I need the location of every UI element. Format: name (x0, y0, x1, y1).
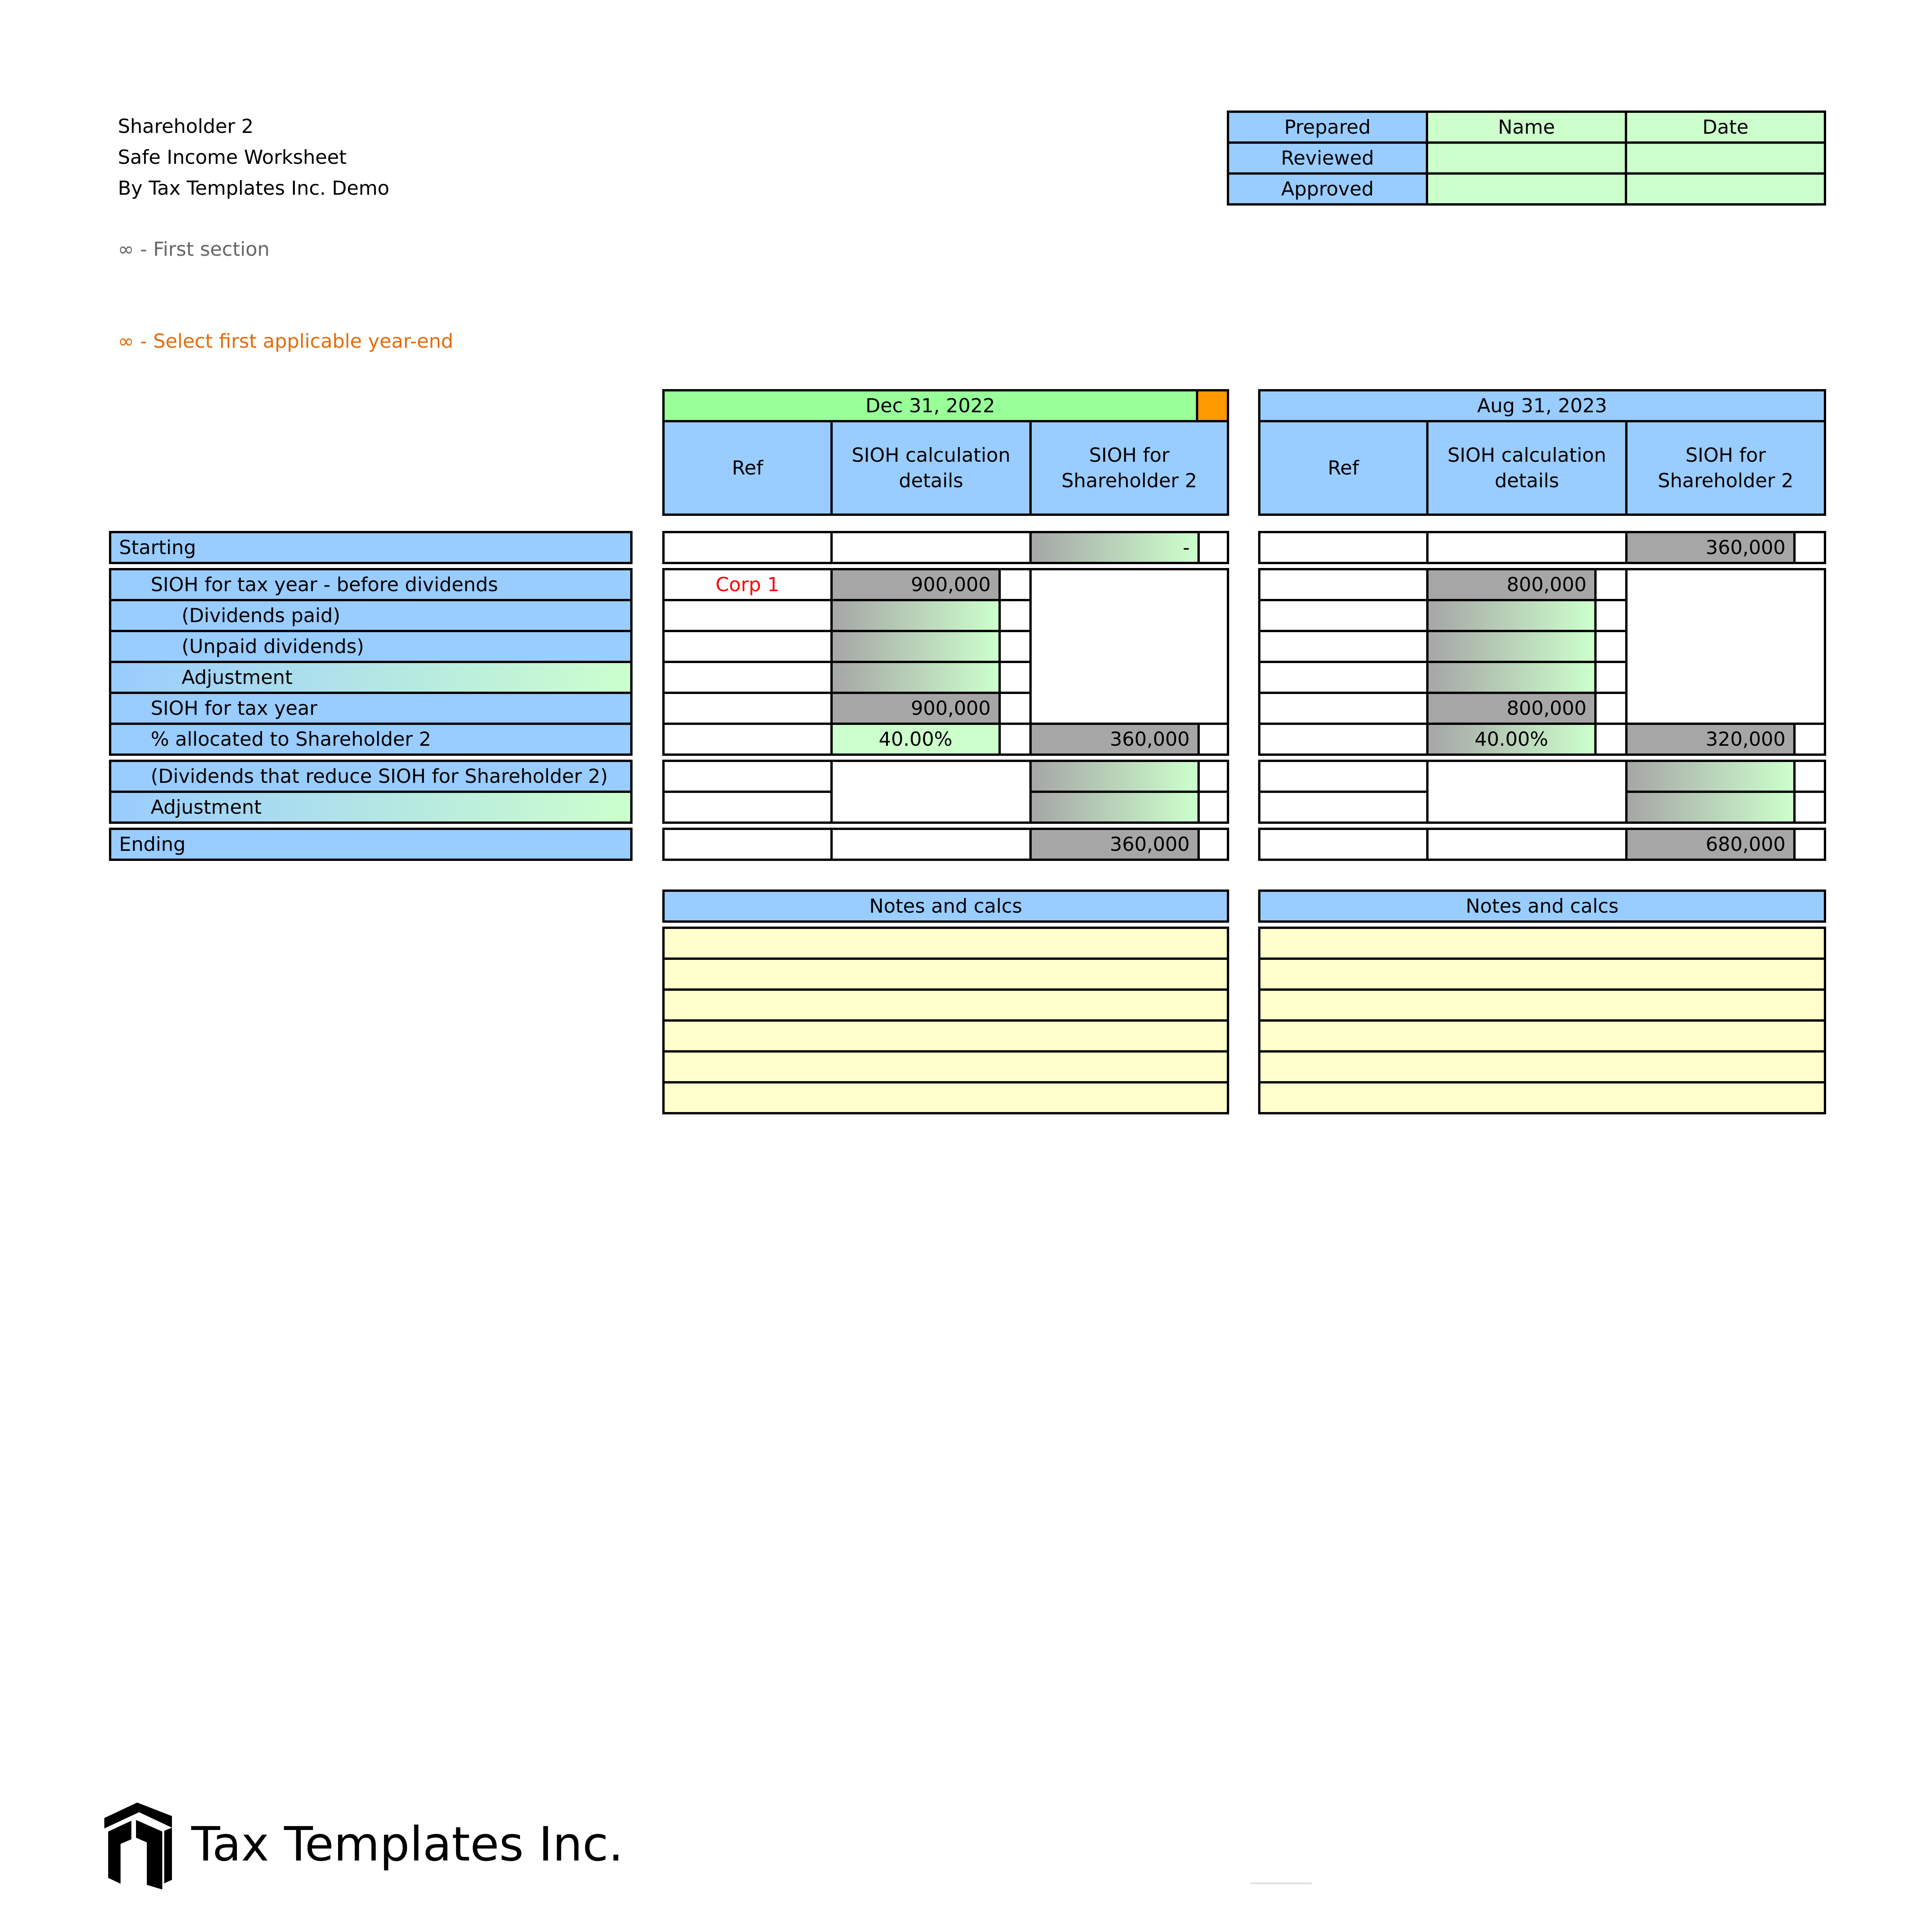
period-1-starting-value: - (1029, 531, 1200, 564)
period-2-adjustment-2-flag (1793, 791, 1826, 824)
period-2-starting-ref (1258, 531, 1429, 564)
doc-title-shareholder: Shareholder 2 (118, 115, 254, 138)
period-2-ref-adjustment-2[interactable] (1258, 791, 1429, 824)
period-2-ref-unpaid[interactable] (1258, 630, 1429, 663)
period-1-ending-calc (830, 828, 1032, 861)
approved-label: Approved (1227, 172, 1428, 206)
period-1-unpaid-div-flag (998, 630, 1032, 663)
period-1-starting-ref (662, 531, 833, 564)
period-2-ending-value: 680,000 (1625, 828, 1796, 861)
reviewed-date-input[interactable] (1625, 141, 1826, 175)
period-2-sioh-header: SIOH for Shareholder 2 (1625, 420, 1826, 516)
period-2-unpaid-div[interactable] (1426, 630, 1597, 663)
page-divider (1250, 1883, 1312, 1884)
period-2-adjustment-2[interactable] (1625, 791, 1796, 824)
period-2-ref-div-reduce[interactable] (1258, 760, 1429, 793)
period-2-note-line[interactable] (1258, 988, 1826, 1022)
period-1-starting-flag (1197, 531, 1229, 564)
period-1-sioh-year-flag (998, 692, 1032, 725)
period-1-ref-pct[interactable] (662, 723, 833, 756)
period-2-ending-ref (1258, 828, 1429, 861)
period-2-sioh-blank (1625, 568, 1826, 725)
period-2-starting-calc (1426, 531, 1628, 564)
period-1-ref-sioh-year[interactable] (662, 692, 833, 725)
approved-date-input[interactable] (1625, 172, 1826, 206)
period-1-allocated: 360,000 (1029, 723, 1200, 756)
period-1-div-reduce[interactable] (1029, 760, 1200, 793)
doc-title-worksheet: Safe Income Worksheet (118, 146, 347, 168)
period-1-ending-flag (1197, 828, 1229, 861)
period-1-note-line[interactable] (662, 988, 1229, 1022)
period-2-ref-pct[interactable] (1258, 723, 1429, 756)
row-label-unpaid-dividends: (Unpaid dividends) (109, 630, 633, 663)
period-1-ref-adjustment[interactable] (662, 661, 833, 694)
period-2-allocated-flag (1793, 723, 1826, 756)
period-2-ref-div-paid[interactable] (1258, 599, 1429, 632)
period-1-pct-allocated[interactable]: 40.00% (830, 723, 1001, 756)
tax-templates-logo-icon (100, 1801, 178, 1889)
period-2-sioh-year-flag (1594, 692, 1628, 725)
period-1-sioh-before: 900,000 (830, 568, 1001, 601)
period-1-ending-value: 360,000 (1029, 828, 1200, 861)
select-year-note: ∞ - Select first applicable year-end (118, 330, 454, 352)
period-2-sioh-before: 800,000 (1426, 568, 1597, 601)
row-label-ending: Ending (109, 828, 633, 861)
row-label-pct-allocated: % allocated to Shareholder 2 (109, 723, 633, 756)
period-1-div-reduce-flag (1197, 760, 1229, 793)
period-1-unpaid-div[interactable] (830, 630, 1001, 663)
period-1-pct-flag (998, 723, 1032, 756)
period-2-calc-header: SIOH calculation details (1426, 420, 1628, 516)
period-2-adjustment-flag (1594, 661, 1628, 694)
date-column-header: Date (1625, 111, 1826, 144)
row-label-dividends-reduce: (Dividends that reduce SIOH for Shareholder 2) (109, 760, 633, 793)
period-1-ending-ref (662, 828, 833, 861)
row-label-adjustment-2: Adjustment (109, 791, 633, 824)
row-label-dividends-paid: (Dividends paid) (109, 599, 633, 632)
period-1-ref-unpaid[interactable] (662, 630, 833, 663)
period-2-calc-blank (1426, 760, 1628, 824)
row-label-adjustment-1: Adjustment (109, 661, 633, 694)
period-1-year-end[interactable]: Dec 31, 2022 (662, 389, 1198, 422)
period-1-calc-header: SIOH calculation details (830, 420, 1032, 516)
period-1-select-flag[interactable] (1196, 389, 1229, 422)
period-1-note-line[interactable] (662, 1019, 1229, 1053)
period-1-ref-div-paid[interactable] (662, 599, 833, 632)
period-1-adjustment-flag (998, 661, 1032, 694)
period-1-sioh-header: SIOH for Shareholder 2 (1029, 420, 1229, 516)
period-2-adjustment[interactable] (1426, 661, 1597, 694)
period-1-note-line[interactable] (662, 1081, 1229, 1114)
prepared-label: Prepared (1227, 111, 1428, 144)
period-1-ref-link[interactable]: Corp 1 (662, 568, 833, 601)
reviewed-name-input[interactable] (1426, 141, 1627, 175)
doc-title-author: By Tax Templates Inc. Demo (118, 177, 389, 199)
period-1-note-line[interactable] (662, 927, 1229, 960)
company-name: Tax Templates Inc. (191, 1817, 624, 1872)
period-2-note-line[interactable] (1258, 927, 1826, 960)
period-2-pct-flag (1594, 723, 1628, 756)
period-1-note-line[interactable] (662, 1050, 1229, 1083)
period-2-note-line[interactable] (1258, 1050, 1826, 1083)
period-1-sioh-blank (1029, 568, 1229, 725)
period-2-div-reduce[interactable] (1625, 760, 1796, 793)
period-2-ending-calc (1426, 828, 1628, 861)
period-2-ref-header: Ref (1258, 420, 1429, 516)
period-1-allocated-flag (1197, 723, 1229, 756)
row-label-starting: Starting (109, 531, 633, 564)
period-1-ref-header: Ref (662, 420, 833, 516)
period-1-ref-div-reduce[interactable] (662, 760, 833, 793)
period-2-div-paid-flag (1594, 599, 1628, 632)
period-2-ref-adjustment[interactable] (1258, 661, 1429, 694)
period-1-notes-header: Notes and calcs (662, 889, 1229, 923)
period-1-adjustment[interactable] (830, 661, 1001, 694)
period-2-div-reduce-flag (1793, 760, 1826, 793)
period-2-year-end[interactable]: Aug 31, 2023 (1258, 389, 1826, 422)
period-2-sioh-year: 800,000 (1426, 692, 1597, 725)
period-2-note-line[interactable] (1258, 1019, 1826, 1053)
period-2-starting-flag (1793, 531, 1826, 564)
period-1-sioh-before-flag (998, 568, 1032, 601)
period-2-pct-allocated[interactable]: 40.00% (1426, 723, 1597, 756)
period-2-starting-value: 360,000 (1625, 531, 1796, 564)
period-2-ref-sioh-year[interactable] (1258, 692, 1429, 725)
period-2-ending-flag (1793, 828, 1826, 861)
period-1-div-paid[interactable] (830, 599, 1001, 632)
period-2-sioh-before-flag (1594, 568, 1628, 601)
first-section-note: ∞ - First section (118, 238, 270, 260)
period-1-sioh-year: 900,000 (830, 692, 1001, 725)
period-1-div-paid-flag (998, 599, 1032, 632)
period-1-ref-adjustment-2[interactable] (662, 791, 833, 824)
name-column-header: Name (1426, 111, 1627, 144)
reviewed-label: Reviewed (1227, 141, 1428, 175)
period-2-note-line[interactable] (1258, 957, 1826, 991)
period-1-starting-calc (830, 531, 1032, 564)
period-2-div-paid[interactable] (1426, 599, 1597, 632)
period-2-unpaid-div-flag (1594, 630, 1628, 663)
period-1-adjustment-2[interactable] (1029, 791, 1200, 824)
period-1-note-line[interactable] (662, 957, 1229, 991)
approved-name-input[interactable] (1426, 172, 1627, 206)
period-2-allocated: 320,000 (1625, 723, 1796, 756)
period-1-calc-blank (830, 760, 1032, 824)
period-2-ref-link[interactable] (1258, 568, 1429, 601)
row-label-sioh-year: SIOH for tax year (109, 692, 633, 725)
period-2-notes-header: Notes and calcs (1258, 889, 1826, 923)
period-1-adjustment-2-flag (1197, 791, 1229, 824)
row-label-sioh-before: SIOH for tax year - before dividends (109, 568, 633, 601)
period-2-note-line[interactable] (1258, 1081, 1826, 1114)
